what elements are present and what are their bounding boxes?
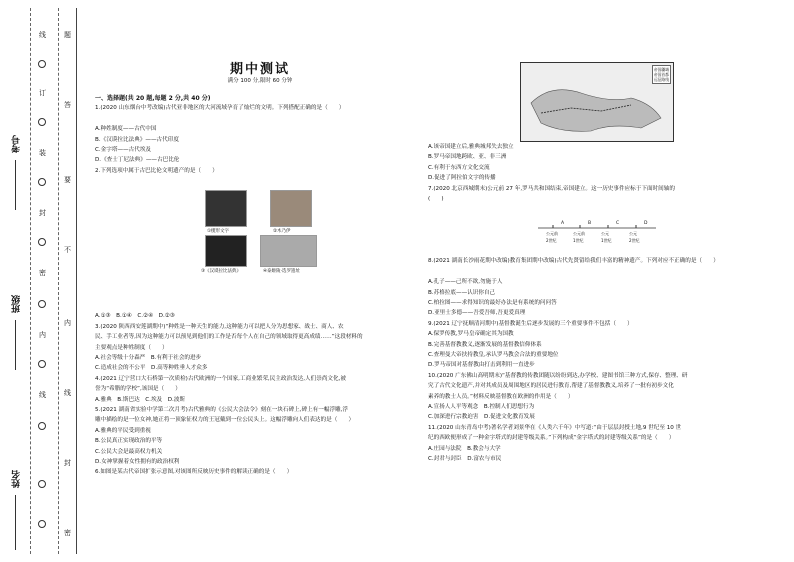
left-text-line: 5.(2021 湖南省实验中学第二次月考)古代雅典的《公民大会法令》刻在一块石碑上,碑上有一幅浮雕,浮 bbox=[95, 407, 349, 413]
img3-caption: ③《汉谟拉比法典》 bbox=[201, 269, 242, 274]
right-dashed-line bbox=[58, 8, 59, 554]
code-image bbox=[205, 235, 247, 267]
xingming-blank[interactable] bbox=[15, 495, 16, 550]
left-text-line: D.女神掌握着女性拥有的政治权利 bbox=[95, 459, 180, 465]
binding-margin bbox=[0, 0, 80, 562]
binding-char: 不 bbox=[64, 246, 71, 254]
map-svg bbox=[521, 63, 673, 141]
right-text-line: A.孔子——己所不欲,勿施于人 bbox=[428, 279, 503, 286]
left-text-line: 誉为“希腊的学校”,该国是（ ） bbox=[95, 386, 181, 393]
map-legend bbox=[652, 65, 671, 84]
binding-char: 内 bbox=[39, 331, 46, 339]
binding-char: 密 bbox=[64, 529, 71, 537]
left-text-line: A.种姓制度——古代中国 bbox=[95, 126, 157, 133]
page-subtitle: 满分 100 分,限时 60 分钟 bbox=[227, 78, 293, 84]
left-text-line: C.造成社会的不公平 D.高等种姓垂人才众多 bbox=[95, 365, 208, 372]
binding-char: 封 bbox=[39, 209, 46, 217]
circle-mark bbox=[38, 60, 46, 68]
legend-item: 远征路线 bbox=[653, 77, 669, 82]
right-text-line: A.宣扬人人平等观念 B.控制人们思想行为 bbox=[428, 404, 535, 410]
timeline-point-c: C bbox=[616, 221, 620, 226]
cuneiform-image bbox=[205, 190, 247, 227]
img1-caption: ①楔形文字 bbox=[207, 229, 230, 234]
left-text-line: 6.如图是某古代帝国扩张示意图,对该图所反映历史事件的解读正确的是（ ） bbox=[95, 469, 293, 476]
right-text-line: C.封君与封臣 D.富农与市民 bbox=[428, 456, 502, 462]
right-text-line: 10.(2020 广东佛山高明期末)“基督教的传教团随以纷纷到达,办学校、建图书馆三种方式,保存、整理、研 bbox=[428, 372, 688, 379]
timeline-label: 公元 1世纪 bbox=[601, 231, 612, 243]
binding-char: 题 bbox=[64, 31, 71, 39]
legend-item: 帝国首都 bbox=[653, 72, 669, 77]
right-text-line: C.查理曼大帝扶持教皇,承认罗马教会合法的重要地位 bbox=[428, 352, 559, 358]
page-title: 期中测试 bbox=[229, 62, 290, 77]
right-text-line: A.保罗传教,罗马皇帝确定其为国教 bbox=[428, 331, 514, 338]
binding-char: 线 bbox=[39, 31, 46, 39]
right-text-line: 8.(2021 湖南长沙雨花期中改编)教育集团期中改编)古代先贤留给我们丰富的精神遗产。下列对应不正确的是（ ） bbox=[428, 258, 719, 265]
circle-mark bbox=[38, 480, 46, 488]
img2-caption: ②木乃伊 bbox=[273, 229, 291, 234]
right-text-line: A.庄园与法院 B.教会与大学 bbox=[428, 445, 501, 452]
left-text-line: C.公民大会是最高权力机关 bbox=[95, 448, 163, 455]
page-border-line bbox=[76, 8, 77, 554]
timeline-point-d: D bbox=[644, 221, 648, 226]
left-text-line: D.《查士丁尼法典》——古巴比伦 bbox=[95, 157, 180, 164]
left-text-line: A.①③ B.①④ C.②④ D.②③ bbox=[95, 313, 175, 320]
kaohao-blank[interactable] bbox=[15, 160, 16, 210]
circle-mark bbox=[38, 422, 46, 430]
timeline-label: 公元前 1世纪 bbox=[573, 231, 585, 243]
left-text-line: A.社会等级十分森严 B.有利于社会的进步 bbox=[95, 355, 202, 361]
right-text-line: 9.(2021 辽宁抚顺清河期中)基督教诞生后逐步发展的三个重要事件不包括（ ） bbox=[428, 320, 633, 327]
left-text-line: B.公民真正实现政治的平等 bbox=[95, 438, 163, 445]
circle-mark bbox=[38, 178, 46, 186]
right-text-line: 11.(2020 山东青岛中考)著名学者刘景华在《人类六千年》中写道:“由于层层封授土地,9 世纪至 10 世 bbox=[428, 424, 682, 431]
left-text-line: A.雅典 B.斯巴达 C.埃及 D.波斯 bbox=[95, 396, 186, 403]
binding-char: 封 bbox=[64, 459, 71, 467]
binding-char: 要 bbox=[64, 176, 71, 184]
binding-char: 内 bbox=[64, 319, 71, 327]
circle-mark bbox=[38, 118, 46, 126]
empire-map bbox=[520, 62, 674, 142]
left-dashed-line bbox=[30, 8, 31, 554]
right-text-line: 素养的教士人员。”材料反映基督教在欧洲的作用是（ ） bbox=[428, 393, 574, 400]
binding-char: 答 bbox=[64, 101, 71, 109]
img4-caption: ④泰姬陵·选罗遗址 bbox=[263, 269, 300, 274]
binding-char: 线 bbox=[64, 389, 71, 397]
right-text-line: D.罗马帝国对基督教由打击到利用一直进步 bbox=[428, 362, 535, 369]
ruins-image bbox=[260, 235, 317, 267]
right-page bbox=[428, 0, 788, 562]
right-text-line: B.苏格拉底——认识你自己 bbox=[428, 289, 496, 296]
circle-mark bbox=[38, 238, 46, 246]
binding-char: 装 bbox=[39, 149, 46, 157]
binding-char: 密 bbox=[39, 269, 46, 277]
banji-label: 班级 bbox=[12, 295, 22, 313]
left-text-line: 4.(2021 辽宁营口大石桥第一次质检)古代欧洲的一个国家,工商业繁荣,民主政治发达,人们崇尚文化,被 bbox=[95, 375, 346, 382]
timeline-point-b: B bbox=[588, 221, 592, 226]
right-text-line: C.柏拉图——求得知识的最好办法是有系统的问问答 bbox=[428, 300, 557, 306]
kaohao-label: 考号 bbox=[12, 135, 22, 153]
left-text-line: 2.下列选项中属于古巴比伦文明遗产的是（ ） bbox=[95, 167, 218, 174]
mummy-image bbox=[270, 190, 312, 227]
left-page bbox=[95, 0, 425, 562]
circle-mark bbox=[38, 360, 46, 368]
right-text-line: C.加深进行宗教迫害 D.促进文化教育发展 bbox=[428, 414, 535, 421]
right-text-line: A.该帝国建立后,雅典城邦失去独立 bbox=[428, 144, 514, 150]
xingming-label: 姓名 bbox=[12, 470, 22, 488]
left-text-line: 民、手工业者等,因为这种能力可以预见到他们的工作是否每个人在自己的领域取得更高成绩……”这段材料的 bbox=[95, 334, 363, 341]
right-text-line: C.有利于东西方文化交流 bbox=[428, 164, 490, 171]
right-text-line: D.亚里士多德——吾爱吾师,吾更爱真理 bbox=[428, 310, 526, 317]
circle-mark bbox=[38, 520, 46, 528]
banji-blank[interactable] bbox=[15, 320, 16, 370]
legend-item: 帝国疆域 bbox=[653, 67, 669, 72]
left-text-line: 一、选择题(共 20 题,每题 2 分,共 40 分) bbox=[95, 95, 211, 102]
right-text-line: B.罗马帝国地跨欧、亚、非三洲 bbox=[428, 154, 507, 161]
timeline-label: 公元 2世纪 bbox=[629, 231, 640, 243]
left-text-line: 3.(2020 陕西西安莲湖期中)“种姓是一种天生的能力,这种能力可以把人分为思想家、战士、商人、农 bbox=[95, 323, 344, 330]
right-text-line: 7.(2020 北京西城期末)公元前 27 年,罗马共和国结束,帝国建立。这一历史事件应标于下面时间轴的 bbox=[428, 185, 675, 192]
binding-char: 线 bbox=[39, 391, 46, 399]
binding-char: 订 bbox=[39, 89, 46, 97]
right-text-line: B.完善基督教教义,逐渐发展的基督教信仰体系 bbox=[428, 341, 542, 348]
left-text-line: C.金字塔——古代埃及 bbox=[95, 147, 152, 153]
right-text-line: ( ) bbox=[428, 196, 444, 202]
left-text-line: B.《汉谟拉比法典》——古代印度 bbox=[95, 136, 179, 143]
timeline-label: 公元前 2世纪 bbox=[546, 231, 558, 243]
circle-mark bbox=[38, 300, 46, 308]
right-text-line: 究了古代文化遗产,并对其成员及周围地区的居民进行教育,帮建了基督教教义,培养了一批有初步文化 bbox=[428, 383, 674, 390]
right-text-line: 纪的西欧便形成了一种金字塔式的封建等级关系。”下列构成“金字塔式的封建等级关系”的是（ ） bbox=[428, 435, 675, 442]
right-text-line: D.促进了阿拉伯文字的传播 bbox=[428, 175, 496, 182]
left-text-line: 雕中描绘的是一位女神,她正将一顶象征权力的王冠戴到一位公民头上。这幅浮雕向人们表达的是（ ） bbox=[95, 417, 355, 424]
left-text-line: A.雅典的平民受到重视 bbox=[95, 427, 151, 434]
left-text-line: 1.(2020 山东烟台中考改编)古代亚非地区的大河流域孕育了灿烂的文明。下列搭配正确的是（ ） bbox=[95, 105, 345, 112]
timeline-point-a: A bbox=[561, 221, 565, 226]
left-text-line: 主要观点是种姓制度（ ） bbox=[95, 344, 168, 351]
